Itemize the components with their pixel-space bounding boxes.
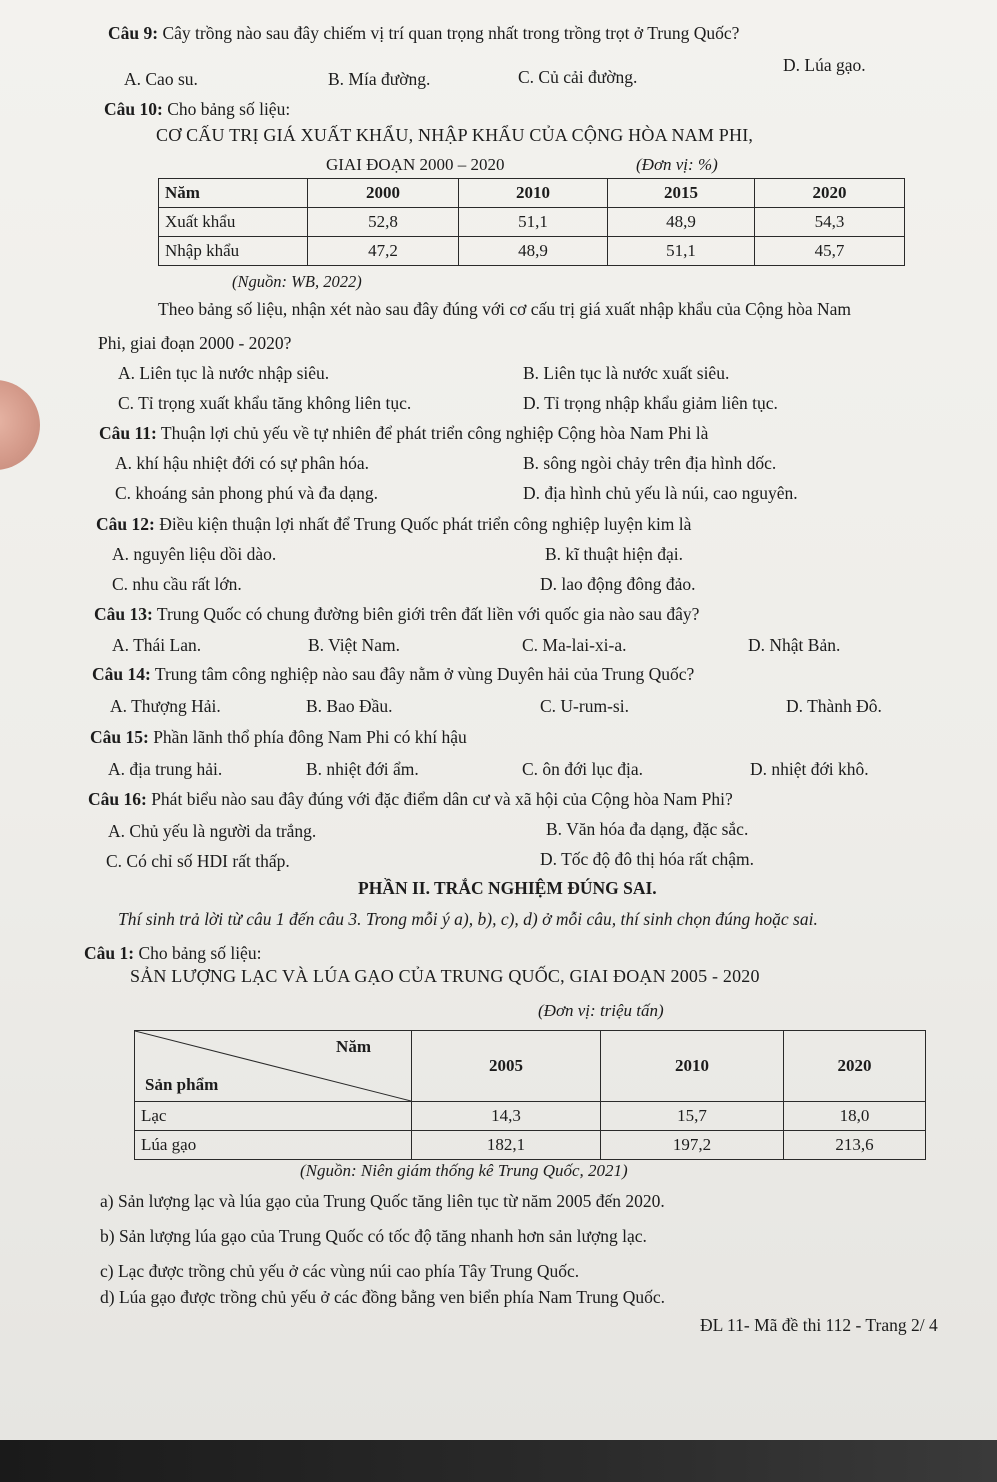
q10-question-line2: Phi, giai đoạn 2000 - 2020? [98, 333, 292, 353]
table-cell: Xuất khẩu [159, 208, 308, 237]
table-cell: 52,8 [308, 208, 459, 237]
q11-option-a: A. khí hậu nhiệt đới có sự phân hóa. [115, 453, 369, 473]
table-row [159, 179, 905, 208]
table-cell: 48,9 [459, 237, 608, 266]
table-corner-product: Sản phẩm [145, 1075, 219, 1094]
q15-stem [90, 728, 467, 747]
p2q1-source: (Nguồn: Niên giám thống kê Trung Quốc, 2021) [300, 1161, 628, 1180]
q12-option-a: A. nguyên liệu dồi dào. [112, 544, 277, 564]
q13-option-c: C. Ma-lai-xi-a. [522, 635, 627, 655]
q14-label: Câu 14: [92, 664, 151, 684]
q9-option-d: D. Lúa gạo. [783, 55, 866, 75]
table-header-cell: 2010 [601, 1031, 784, 1102]
table-header-cell: Năm [159, 179, 308, 208]
q14-option-c: C. U-rum-si. [540, 696, 629, 716]
q12-option-c: C. nhu cầu rất lớn. [112, 574, 242, 594]
table-cell: 197,2 [601, 1131, 784, 1160]
table-cell: 18,0 [784, 1102, 926, 1131]
q13-option-a: A. Thái Lan. [112, 635, 202, 655]
table-row [135, 1102, 926, 1131]
table-corner-cell [135, 1031, 412, 1102]
q11-stem [99, 424, 708, 443]
q13-option-b: B. Việt Nam. [308, 635, 400, 655]
p2q1-label: Câu 1: [84, 943, 135, 963]
q14-stem [92, 665, 694, 684]
q10-table-subtitle: GIAI ĐOẠN 2000 – 2020 [326, 155, 505, 174]
p2q1-unit: (Đơn vị: triệu tấn) [538, 1001, 664, 1020]
q14-option-a: A. Thượng Hải. [110, 696, 221, 716]
table-row [135, 1031, 926, 1102]
q15-option-b: B. nhiệt đới ẩm. [306, 759, 419, 779]
table-header-cell: 2005 [412, 1031, 601, 1102]
q10-label: Câu 10: [104, 99, 163, 119]
q10-source: (Nguồn: WB, 2022) [232, 272, 362, 291]
q14-option-b: B. Bao Đầu. [306, 696, 393, 716]
q13-option-d: D. Nhật Bản. [748, 635, 841, 655]
q10-text: Cho bảng số liệu: [167, 99, 291, 119]
q10-question-line1: Theo bảng số liệu, nhận xét nào sau đây đúng với cơ cấu trị giá xuất nhập khẩu của Cộng hòa Nam [158, 299, 852, 319]
q16-stem [88, 790, 733, 809]
table-cell: 51,1 [459, 208, 608, 237]
part2-instruction: Thí sinh trả lời từ câu 1 đến câu 3. Trong mỗi ý a), b), c), d) ở mỗi câu, thí sinh chọn đúng hoặc sai. [118, 909, 818, 929]
table-header-cell: 2015 [608, 179, 755, 208]
q16-option-c: C. Có chỉ số HDI rất thấp. [106, 851, 290, 871]
q9-stem [108, 24, 739, 43]
q9-option-b: B. Mía đường. [328, 69, 431, 89]
table-cell: 51,1 [608, 237, 755, 266]
q14-option-d: D. Thành Đô. [786, 696, 882, 716]
q14-text: Trung tâm công nghiệp nào sau đây nằm ở vùng Duyên hải của Trung Quốc? [154, 664, 695, 684]
table-header-cell: 2020 [755, 179, 905, 208]
desk-shadow [0, 1440, 997, 1482]
q10-option-a: A. Liên tục là nước nhập siêu. [118, 363, 330, 383]
table-cell: Nhập khẩu [159, 237, 308, 266]
p2q1-stem [84, 944, 261, 963]
q10-table-title: CƠ CẤU TRỊ GIÁ XUẤT KHẨU, NHẬP KHẨU CỦA CỘNG HÒA NAM PHI, [156, 125, 754, 145]
table-header-cell: 2010 [459, 179, 608, 208]
q11-option-d: D. địa hình chủ yếu là núi, cao nguyên. [523, 483, 798, 503]
p2q1-statement-d: d) Lúa gạo được trồng chủ yếu ở các đồng bằng ven biển phía Nam Trung Quốc. [100, 1287, 666, 1307]
q15-option-a: A. địa trung hải. [108, 759, 223, 779]
table-corner-year: Năm [336, 1037, 371, 1056]
q16-text: Phát biểu nào sau đây đúng với đặc điểm dân cư và xã hội của Cộng hòa Nam Phi? [151, 789, 733, 809]
q10-option-b: B. Liên tục là nước xuất siêu. [523, 363, 730, 383]
q10-stem [104, 100, 290, 119]
q15-option-c: C. ôn đới lục địa. [522, 759, 644, 779]
q10-option-c: C. Tỉ trọng xuất khẩu tăng không liên tục. [118, 393, 412, 413]
q15-label: Câu 15: [90, 727, 149, 747]
p2q1-statement-a: a) Sản lượng lạc và lúa gạo của Trung Quốc tăng liên tục từ năm 2005 đến 2020. [100, 1191, 665, 1211]
table-row [159, 208, 905, 237]
q12-option-d: D. lao động đông đảo. [540, 574, 696, 594]
q9-label: Câu 9: [108, 23, 159, 43]
p2q1-statement-c: c) Lạc được trồng chủ yếu ở các vùng núi cao phía Tây Trung Quốc. [100, 1261, 580, 1281]
q9-option-c: C. Củ cải đường. [518, 67, 638, 87]
p2q1-table-title: SẢN LƯỢNG LẠC VÀ LÚA GẠO CỦA TRUNG QUỐC, GIAI ĐOẠN 2005 - 2020 [130, 966, 760, 986]
q16-label: Câu 16: [88, 789, 147, 809]
q9-text: Cây trồng nào sau đây chiếm vị trí quan trọng nhất trong trồng trọt ở Trung Quốc? [162, 23, 740, 43]
q11-text: Thuận lợi chủ yếu về tự nhiên để phát triển công nghiệp Cộng hòa Nam Phi là [160, 423, 709, 443]
q11-option-c: C. khoáng sản phong phú và đa dạng. [115, 483, 378, 503]
q12-label: Câu 12: [96, 514, 155, 534]
table-cell: 182,1 [412, 1131, 601, 1160]
q11-option-b: B. sông ngòi chảy trên địa hình dốc. [523, 453, 777, 473]
table-cell: Lạc [135, 1102, 412, 1131]
table-cell: 48,9 [608, 208, 755, 237]
p2q1-table [134, 1030, 926, 1160]
table-cell: 54,3 [755, 208, 905, 237]
table-cell: Lúa gạo [135, 1131, 412, 1160]
p2q1-statement-b: b) Sản lượng lúa gạo của Trung Quốc có tốc độ tăng nhanh hơn sản lượng lạc. [100, 1226, 647, 1246]
q13-label: Câu 13: [94, 604, 153, 624]
q12-stem [96, 515, 691, 534]
q11-label: Câu 11: [99, 423, 157, 443]
table-header-cell: 2000 [308, 179, 459, 208]
table-cell: 14,3 [412, 1102, 601, 1131]
q12-text: Điều kiện thuận lợi nhất để Trung Quốc phát triển công nghiệp luyện kim là [159, 514, 692, 534]
q15-text: Phần lãnh thổ phía đông Nam Phi có khí hậu [153, 727, 467, 747]
table-row [159, 237, 905, 266]
p2q1-text: Cho bảng số liệu: [138, 943, 262, 963]
table-cell: 213,6 [784, 1131, 926, 1160]
table-cell: 45,7 [755, 237, 905, 266]
q9-option-a: A. Cao su. [124, 69, 198, 89]
q16-option-a: A. Chủ yếu là người da trắng. [108, 821, 317, 841]
q12-option-b: B. kĩ thuật hiện đại. [545, 544, 684, 564]
table-header-cell: 2020 [784, 1031, 926, 1102]
q16-option-d: D. Tốc độ đô thị hóa rất chậm. [540, 849, 754, 869]
table-cell: 47,2 [308, 237, 459, 266]
q10-option-d: D. Tỉ trọng nhập khẩu giảm liên tục. [523, 393, 778, 413]
q16-option-b: B. Văn hóa đa dạng, đặc sắc. [546, 819, 749, 839]
q15-option-d: D. nhiệt đới khô. [750, 759, 869, 779]
part2-heading: PHẦN II. TRẮC NGHIỆM ĐÚNG SAI. [358, 878, 657, 898]
q10-unit: (Đơn vị: %) [636, 155, 718, 174]
q10-table [158, 178, 905, 266]
table-row [135, 1131, 926, 1160]
page-footer: ĐL 11- Mã đề thi 112 - Trang 2/ 4 [700, 1315, 938, 1335]
q13-text: Trung Quốc có chung đường biên giới trên đất liền với quốc gia nào sau đây? [156, 604, 700, 624]
table-cell: 15,7 [601, 1102, 784, 1131]
q13-stem [94, 605, 699, 624]
